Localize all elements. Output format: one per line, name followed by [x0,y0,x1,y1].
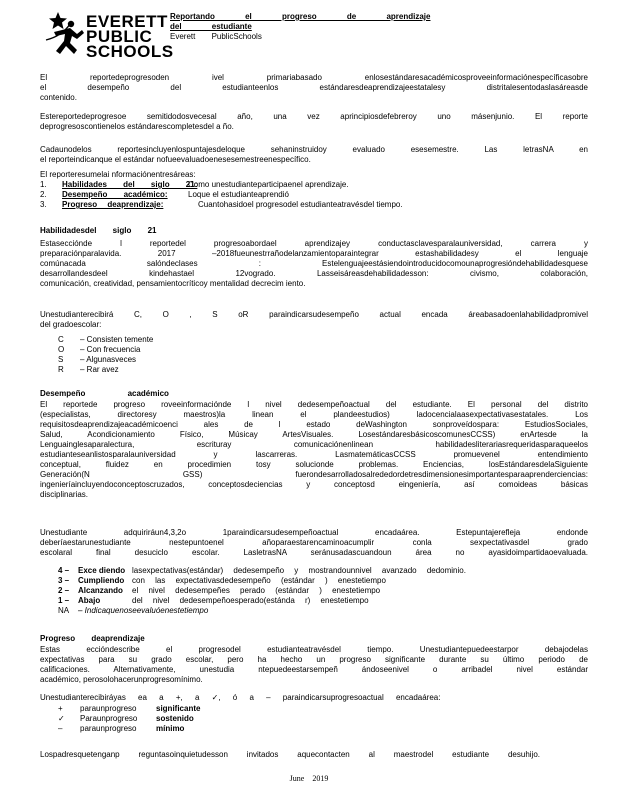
level-item: 2 – Alcanzando el nivel dedesempeñes perado (estándar ) enestetiempo [58,586,381,595]
prog-marks [40,704,606,734]
intro-areas [40,170,588,210]
mark-item: ✓ Paraunprogreso sostenido [58,714,194,723]
intro-paragraph-1: El reportedeprogresoden ivel primariabasado enlosestándaresacadémicosproveeinformaciónespecíficasobre el desempeño del estudianteenlos estándaresdeaprendizajeestatalesy distritalesentodaslasáreasde contenido. [40,73,588,102]
footer-date: June 2019 [289,774,329,783]
area-item: 1. Habilidades del siglo 21: Como unestudianteparticipaenel aprendizaje. [40,180,349,189]
s21-paragraph-1: Estasecciónde l reportedel progresoabordael aprendizajey conductasclavesparalauniversidad, carrera y preparaciónparalavida. 2017 –2018fueunestrrañodelanzamientoparaintegrar estashabilidadesy el lenguaje comúnacada salóndeclases : Estelenguajeestásiendointroducidocomounaprogresióndehabilidadesquese desarrollandesdeel kindehastael 12vogrado. Lasseisáreasdehabilidadesson: civismo, colaboración, comunicación, creatividad, pensamientocríticoy mentalidad decrecim iento. [40,239,588,288]
section-heading-academic: Desempeño académico [40,389,169,398]
logo-line-3: SCHOOLS [86,42,174,61]
s21-paragraph-2: Unestudianterecibirá C, O , S oR paraindicarsudesempeño actual encada áreabasadoenlahabilidadpromivel del gradoescolar: [40,310,588,329]
acad-paragraph-1: El reportede progreso roveeinformaciónde l nivel dedesempeñoactual del estudiante. El personal del distrito (especialistas, directoresy maestros)la linean el plandeestudios) ladocencialaasexpectativasestatales. Los requisitosdeaprendizajeacadémicoenci ales de l estado deWashington sonproveídospara: EstudiosSociales, Salud, Acondicionamiento Físico, Músicay ArtesVisuales. LosestándaresbásicoscomunesCCSS) enArtesde la Lenguainglesaparalectura, escrituray comunicaciónenlinean habilidadesliterariasrequeridasparaqueelos estudianteseanlistosparalauniversidad y lascarreras. LasmatemáticasCCSS promuevenel entendimiento conceptual, fluidez en procedimien tosy solucionde problemas. Enciencias, losEstándaresdelaSiguiente Generación(N GSS) fuerondesarrolladosalrededordetresdimensionesimportantesparaaprenderciencias: ingenieríaincluyendoconceptoscruzados, conceptosdeciencias y conceptosd eingeniería, así comoideas básicas disciplinarias. [40,400,588,499]
logo-line-2: PUBLIC [86,27,153,46]
level-item: 3 – Cumpliendo con las expectativasdedesempeño (estándar ) enestetiempo [58,576,386,585]
level-item: 1 – Abajo del nivel dedesempeñoesperado(estánda r) enestetiempo [58,596,369,605]
code-item: C – Consisten temente [58,335,154,344]
logo-line-1: EVERETT [86,12,168,31]
mark-item: – paraunprogreso mínimo [58,724,185,733]
intro-paragraph-2: Estereportedeprogresoe semitidodosvecesal año, una vez aprincipiosdefebreroy uno másenjunio. El reporte deprogresoscontienelos estándarescompletesdel a ño. [40,112,588,131]
mark-item: + paraunprogreso significante [58,704,201,713]
runner-star-icon [44,10,86,58]
intro-paragraph-3: Cadaunodelos reportesincluyenlospuntajesdeloque sehaninstruidoy evaluado esesemestre. Las letrasNA en el reporteindicanque el estándar nofueevaluadoenesesemestreenespecífico. [40,145,588,164]
code-item: O – Con frecuencia [58,345,141,354]
code-item: S – Algunasveces [58,355,137,364]
page-subtitle: Everett PublicSchools [170,32,262,41]
level-item: NA – Indicaquenoseevaluóenestetiempo [58,606,209,615]
section-heading-progress: Progreso deaprendizaje [40,634,145,643]
s21-codes [40,335,606,375]
prog-paragraph-2: Unestudianterecibiráyas ea a +, a ✓, ó a – paraindicarsuprogresoactual encadaárea: [40,693,441,702]
page-title: Reportando el progreso de aprendizaje del estudiante [170,12,431,31]
district-logo [40,8,174,61]
section-heading-21st-century: Habilidadesdel siglo 21 [40,226,157,235]
area-item: 2. Desempeño académico: Loque el estudianteaprendió [40,190,289,199]
acad-levels [40,566,606,616]
closing-paragraph: Lospadresquetenganp reguntasoinquietudesson invitados aquecontacten al maestrodel estudiante desuhijo. [40,750,540,759]
acad-paragraph-2: Unestudiante adquiriráun4,3,2o 1paraindicarsudesempeñoactual encadaárea. Estepuntajerefleja endonde deberíaestarunestudiante nestepuntoenel añoparaestarencaminoacumplir conla sexpectativasdel grado escolaral final desuciclo escolar. LasletrasNA seránusadascuandoun área no ayasidoimpartidaoevaluada. [40,528,588,557]
code-item: R – Rar avez [58,365,119,374]
area-item: 3. Progreso deaprendizaje: Cuantohasidoel progresodel estudianteatravésdel tiempo. [40,200,403,209]
prog-paragraph-1: Estas eccióndescribe el progresodel estudianteatravésdel tiempo. Unestudiantepuedeestarpor debajodelas expectativas para su grado escolar, pero ha hecho un progreso significante durante su último periodo de calificaciones. Alternativamente, unestudia ntepuedeestarsempeñ ándoseenivel o arribadel nivel estándar académico, perosolohacerunprogresomínimo. [40,645,588,684]
areas-intro: El reporteresumelai nformaciónentresáreas: [40,170,196,179]
level-item: 4 – Exce diendo lasexpectativas(estándar) dedesempeño y mostrandounnivel avanzado dedominio. [58,566,466,575]
